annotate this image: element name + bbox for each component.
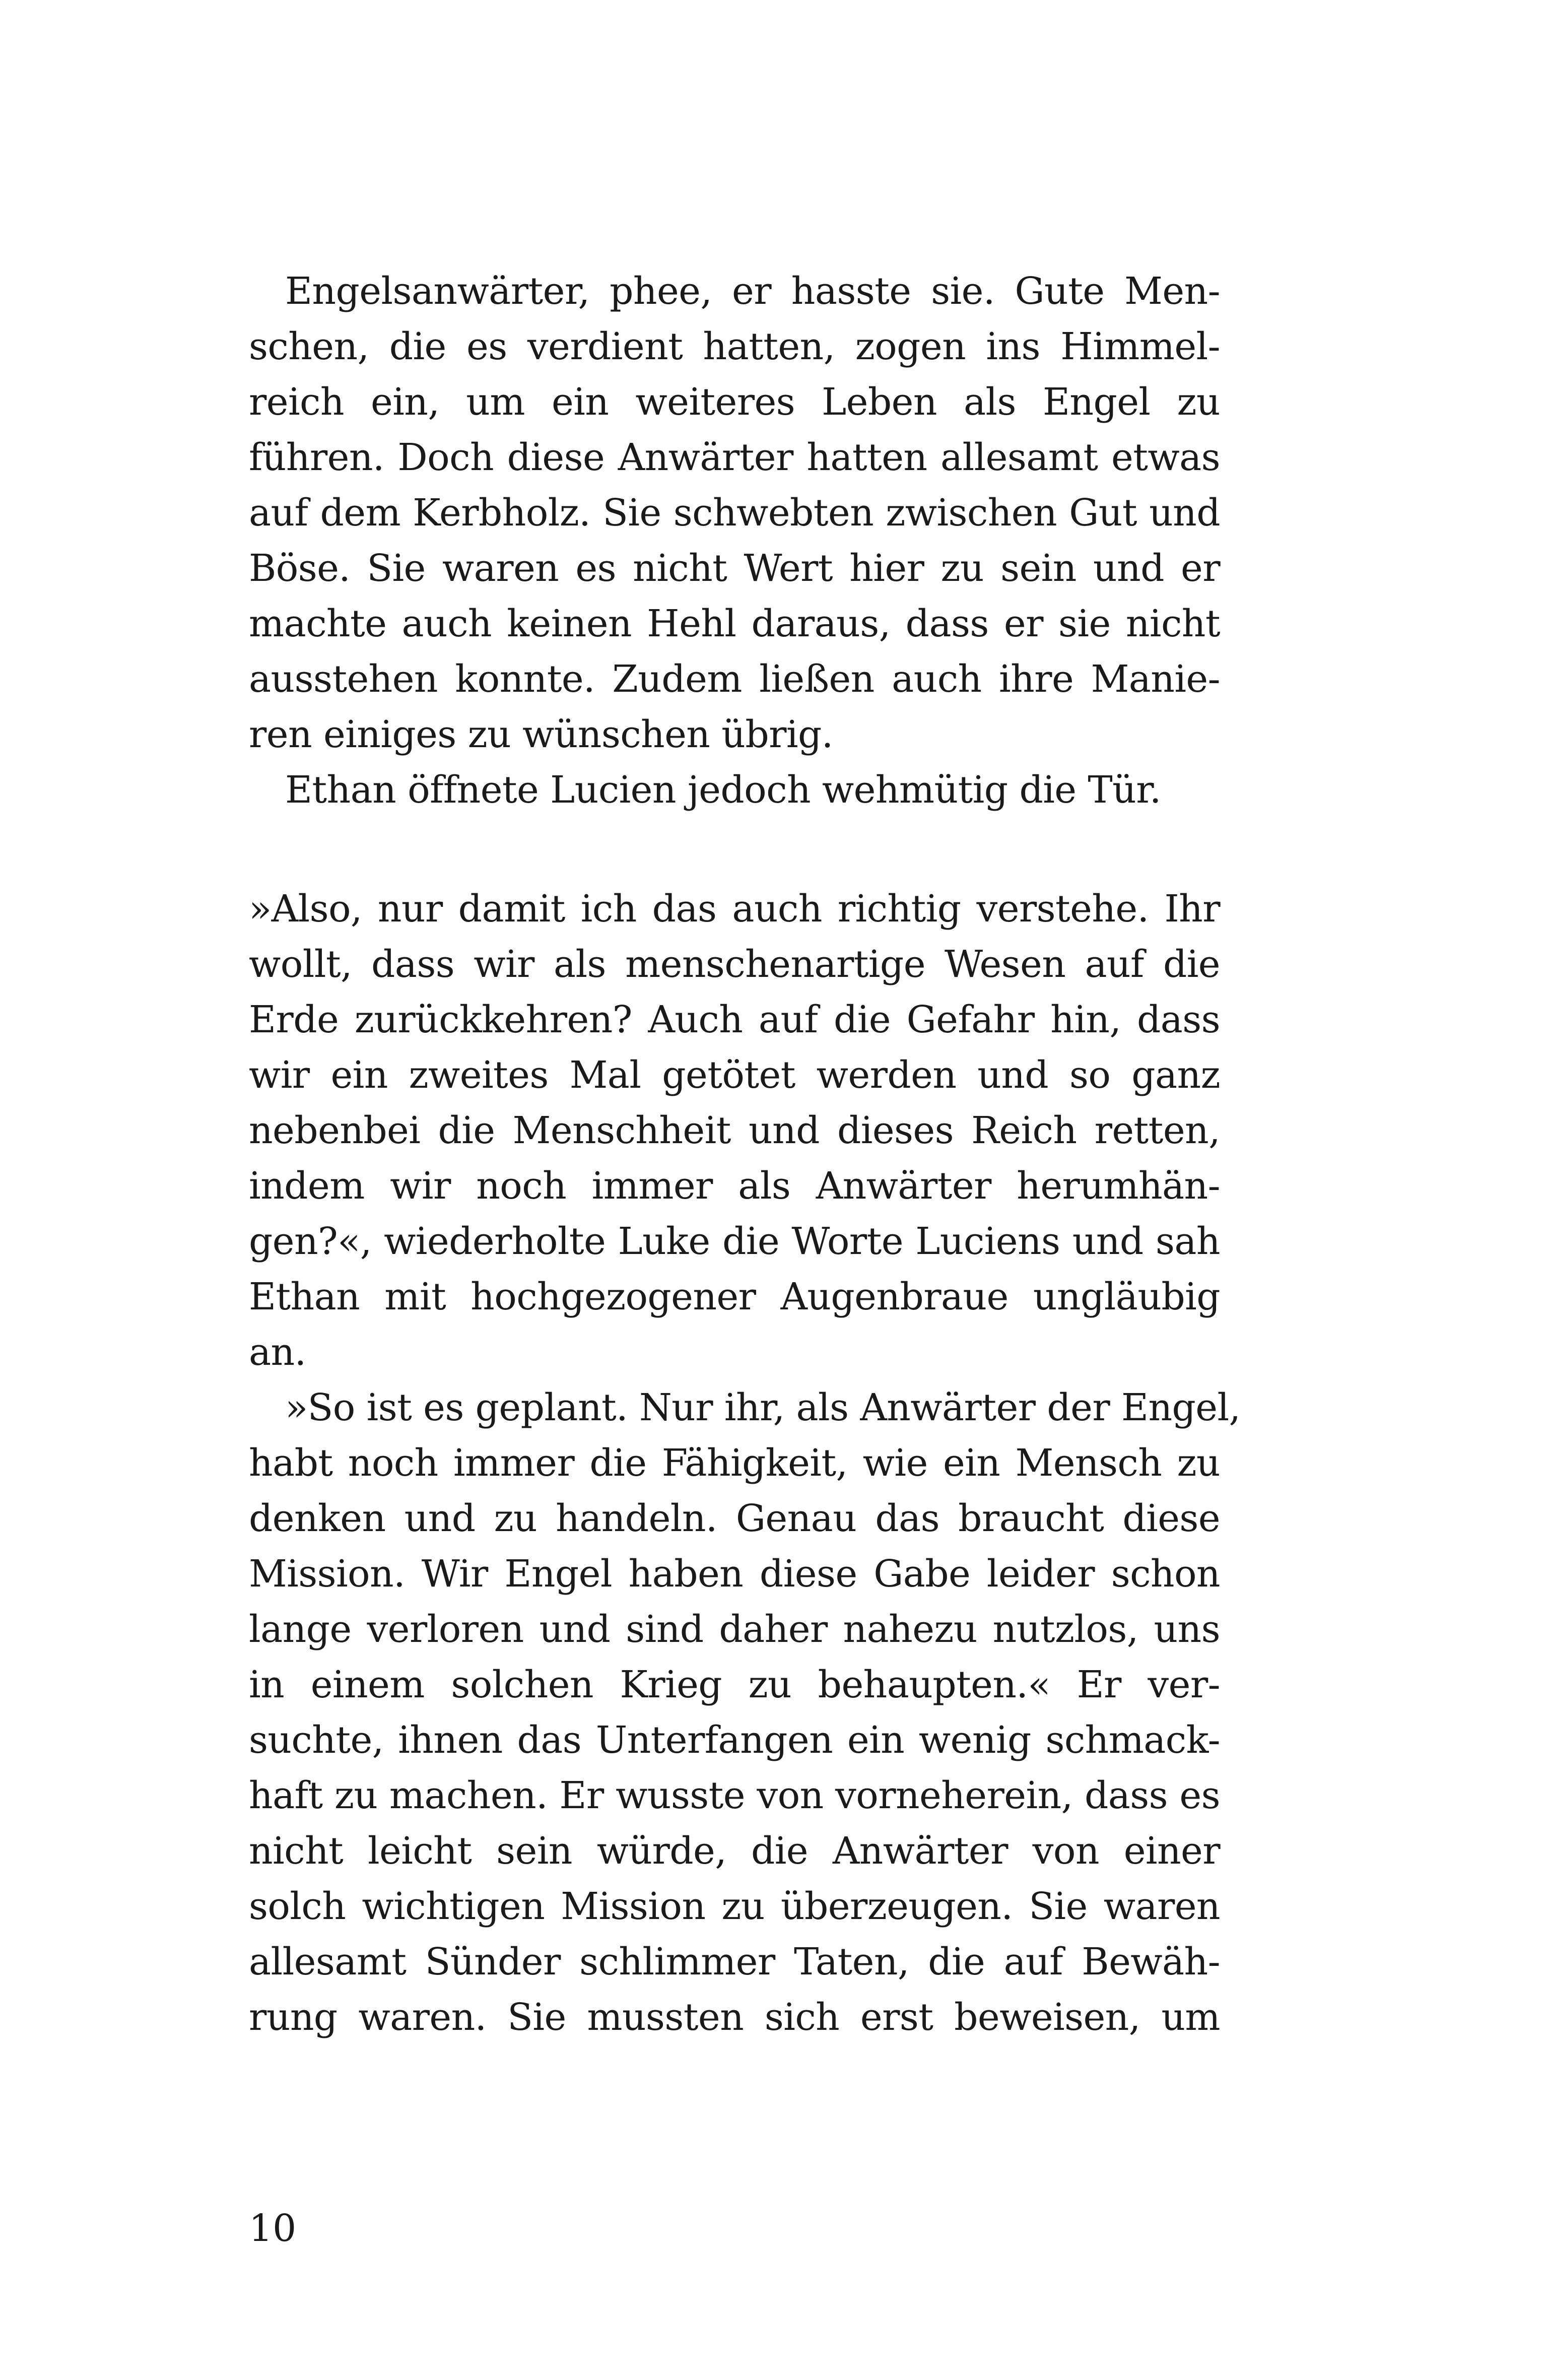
text-line: auf dem Kerbholz. Sie schwebten zwischen Gut und [249,491,1220,535]
text-line: haft zu machen. Er wusste von vorneherein, dass es [249,1774,1220,1817]
text-line: Ethan mit hochgezogener Augenbraue ungläubig [249,1275,1220,1318]
page-number: 10 [249,2207,297,2250]
text-line: »Also, nur damit ich das auch richtig verstehe. Ihr [249,887,1220,931]
text-line: führen. Doch diese Anwärter hatten allesamt etwas [249,436,1220,479]
text-line: Ethan öffnete Lucien jedoch wehmütig die Tür. [285,768,1161,812]
text-line: wir ein zweites Mal getötet werden und so ganz [249,1053,1220,1097]
text-line: »So ist es geplant. Nur ihr, als Anwärter der Engel, [285,1386,1241,1429]
text-line: Mission. Wir Engel haben diese Gabe leider schon [249,1552,1220,1596]
text-line: allesamt Sünder schlimmer Taten, die auf Bewäh- [249,1940,1220,1984]
text-line: schen, die es verdient hatten, zogen ins Himmel- [249,325,1220,368]
text-line: solch wichtigen Mission zu überzeugen. Sie waren [249,1885,1220,1928]
text-line: nicht leicht sein würde, die Anwärter von einer [249,1829,1220,1873]
text-line: Erde zurückkehren? Auch auf die Gefahr hin, dass [249,998,1220,1041]
text-line: machte auch keinen Hehl daraus, dass er sie nicht [249,602,1220,645]
text-line: ren einiges zu wünschen übrig. [249,713,833,756]
text-line: rung waren. Sie mussten sich erst beweisen, um [249,1996,1220,2039]
text-line: Engelsanwärter, phee, er hasste sie. Gute Men- [285,270,1220,313]
text-line: in einem solchen Krieg zu behaupten.« Er ver- [249,1663,1220,1706]
text-line: nebenbei die Menschheit und dieses Reich retten, [249,1109,1220,1152]
text-line: wollt, dass wir als menschenartige Wesen auf die [249,943,1220,986]
text-line: an. [249,1331,306,1374]
text-line: indem wir noch immer als Anwärter herumhän- [249,1164,1220,1208]
text-line: habt noch immer die Fähigkeit, wie ein Mensch zu [249,1441,1220,1485]
text-line: suchte, ihnen das Unterfangen ein wenig schmack- [249,1718,1220,1762]
text-line: ausstehen konnte. Zudem ließen auch ihre Manie- [249,657,1220,701]
text-line: Böse. Sie waren es nicht Wert hier zu sein und er [249,547,1220,590]
text-line: denken und zu handeln. Genau das braucht diese [249,1497,1220,1540]
text-line: reich ein, um ein weiteres Leben als Engel zu [249,380,1220,424]
text-line: gen?«, wiederholte Luke die Worte Luciens und sah [249,1220,1220,1263]
text-line: lange verloren und sind daher nahezu nutzlos, uns [249,1608,1220,1651]
